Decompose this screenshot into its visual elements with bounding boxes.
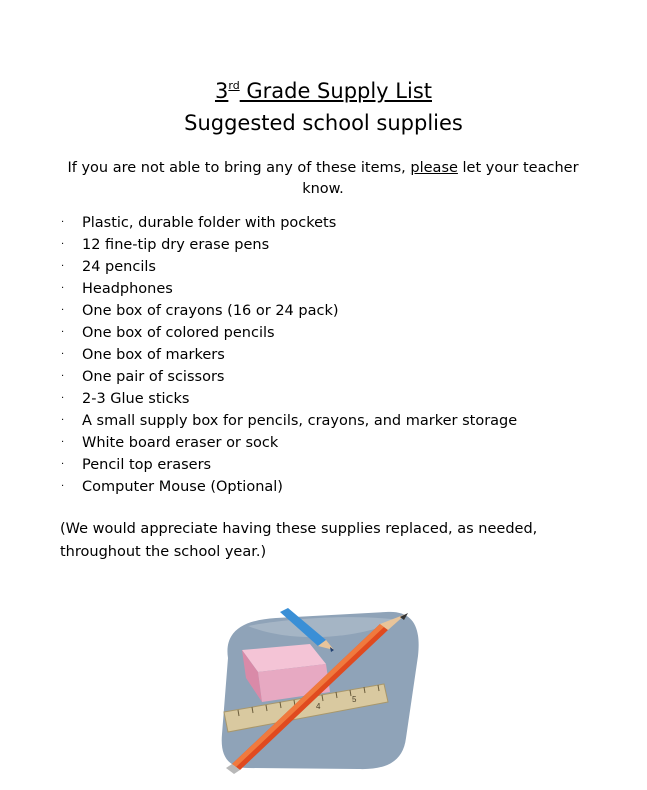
list-item-label: One box of crayons (16 or 24 pack)	[82, 303, 339, 319]
page-subtitle: Suggested school supplies	[184, 111, 463, 135]
bullet-marker: ·	[61, 437, 65, 448]
title-text: Grade Supply List	[239, 79, 432, 103]
list-item	[58, 410, 517, 432]
list-item-label: One box of colored pencils	[82, 325, 275, 341]
intro-text-before: If you are not able to bring any of these items,	[67, 160, 411, 176]
supply-list	[58, 212, 517, 498]
list-item-label: 2-3 Glue sticks	[82, 391, 190, 407]
title-grade-suffix: rd	[228, 79, 240, 92]
list-item	[58, 454, 517, 476]
list-item-label: 24 pencils	[82, 259, 156, 275]
bullet-marker: ·	[61, 217, 65, 228]
bullet-marker: ·	[61, 459, 65, 470]
list-item	[58, 300, 517, 322]
list-item-label: One pair of scissors	[82, 369, 225, 385]
bullet-marker: ·	[61, 261, 65, 272]
ruler-mark-4: 4	[316, 702, 321, 711]
list-item-label: Computer Mouse (Optional)	[82, 479, 283, 495]
list-item-label: One box of markers	[82, 347, 225, 363]
page-title	[0, 76, 647, 106]
list-item	[58, 234, 517, 256]
list-item	[58, 212, 517, 234]
bullet-marker: ·	[61, 415, 65, 426]
bullet-marker: ·	[61, 327, 65, 338]
bullet-marker: ·	[61, 393, 65, 404]
list-item-label: A small supply box for pencils, crayons, and marker storage	[82, 413, 518, 429]
list-item-label: Pencil top erasers	[82, 457, 212, 473]
bullet-marker: ·	[61, 371, 65, 382]
list-item	[58, 256, 517, 278]
list-item	[58, 344, 517, 366]
bullet-marker: ·	[61, 481, 65, 492]
bullet-marker: ·	[61, 239, 65, 250]
bullet-marker: ·	[61, 283, 65, 294]
intro-paragraph	[54, 158, 592, 200]
intro-underlined-word: please	[410, 160, 458, 176]
list-item-label: 12 fine-tip dry erase pens	[82, 237, 270, 253]
intro-text-after: let your teacher know.	[302, 160, 579, 197]
ruler-mark-5: 5	[352, 695, 357, 704]
bullet-marker: ·	[61, 305, 65, 316]
list-item	[58, 432, 517, 454]
list-item-label: Plastic, durable folder with pockets	[82, 215, 337, 231]
school-supplies-clipart	[218, 606, 423, 774]
list-item	[58, 388, 517, 410]
list-item-label: White board eraser or sock	[82, 435, 279, 451]
title-grade-number: 3	[214, 79, 229, 103]
list-item	[58, 322, 517, 344]
bullet-marker: ·	[61, 349, 65, 360]
list-item	[58, 278, 517, 300]
list-item-label: Headphones	[82, 281, 173, 297]
list-item	[58, 476, 517, 498]
list-item	[58, 366, 517, 388]
closing-note: (We would appreciate having these supplies replaced, as needed, throughout the school year.)	[60, 521, 538, 560]
